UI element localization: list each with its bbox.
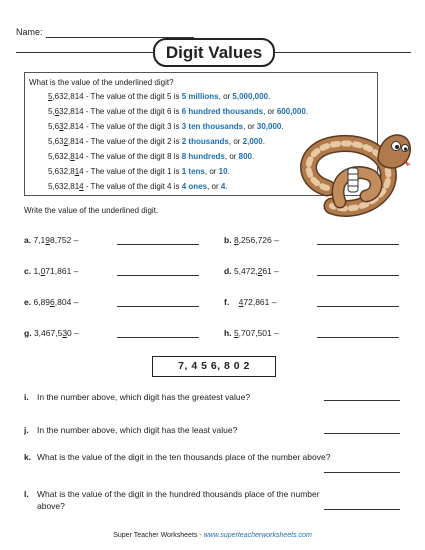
example-row: 5,632,814 - The value of the digit 8 is 8 hundreds, or 800.	[48, 152, 255, 161]
answer-line-d[interactable]	[317, 275, 399, 276]
answer-line-i[interactable]	[324, 400, 400, 401]
answer-line-c[interactable]	[117, 275, 199, 276]
answer-line-l[interactable]	[324, 509, 400, 510]
instructions: Write the value of the underlined digit.	[24, 206, 159, 215]
question-i: i. In the number above, which digit has the greatest value?	[24, 392, 251, 402]
example-question: What is the value of the underlined digit?	[29, 78, 174, 87]
name-label: Name:	[16, 27, 43, 37]
answer-line-f[interactable]	[317, 306, 399, 307]
example-row: 5,632,814 - The value of the digit 6 is 6 hundred thousands, or 600,000.	[48, 107, 309, 116]
problem-g: g. 3,467,530 –	[24, 328, 79, 338]
answer-line-e[interactable]	[117, 306, 199, 307]
question-l: l. What is the value of the digit in the hundred thousands place of the number above?	[24, 489, 320, 511]
problem-d: d. 5,472,261 –	[224, 266, 279, 276]
rattlesnake-illustration	[292, 110, 417, 225]
answer-line-j[interactable]	[324, 433, 400, 434]
problem-f: f. 472,861 –	[224, 297, 277, 307]
answer-line-g[interactable]	[117, 337, 199, 338]
question-k: k. What is the value of the digit in the ten thousands place of the number above?	[24, 452, 331, 462]
example-row: 5,632,814 - The value of the digit 2 is 2 thousands, or 2,000.	[48, 137, 265, 146]
footer: Super Teacher Worksheets - www.superteacherworksheets.com	[113, 532, 312, 539]
number-box: 7, 4 5 6, 8 0 2	[152, 356, 276, 377]
example-row: 5,632,814 - The value of the digit 5 is 5 millions, or 5,000,000.	[48, 92, 271, 101]
snake-head-icon	[378, 135, 410, 168]
problem-e: e. 6,896,804 –	[24, 297, 79, 307]
problem-c: c. 1,071,861 –	[24, 266, 79, 276]
problem-b: b. 8,256,726 –	[224, 235, 279, 245]
rattle-icon	[348, 168, 358, 192]
problem-a: a. 7,198,752 –	[24, 235, 79, 245]
page-title: Digit Values	[153, 38, 275, 67]
answer-line-a[interactable]	[117, 244, 199, 245]
answer-line-h[interactable]	[317, 337, 399, 338]
question-j: j. In the number above, which digit has the least value?	[24, 425, 238, 435]
example-row: 5,632,814 - The value of the digit 4 is 4 ones, or 4.	[48, 182, 228, 191]
example-row: 5,632,814 - The value of the digit 3 is 3 ten thousands, or 30,000.	[48, 122, 284, 131]
problem-h: h. 5,707,501 –	[224, 328, 279, 338]
answer-line-b[interactable]	[317, 244, 399, 245]
example-row: 5,632,814 - The value of the digit 1 is 1 tens, or 10.	[48, 167, 230, 176]
answer-line-k[interactable]	[324, 472, 400, 473]
footer-link[interactable]: www.superteacherworksheets.com	[203, 532, 312, 539]
